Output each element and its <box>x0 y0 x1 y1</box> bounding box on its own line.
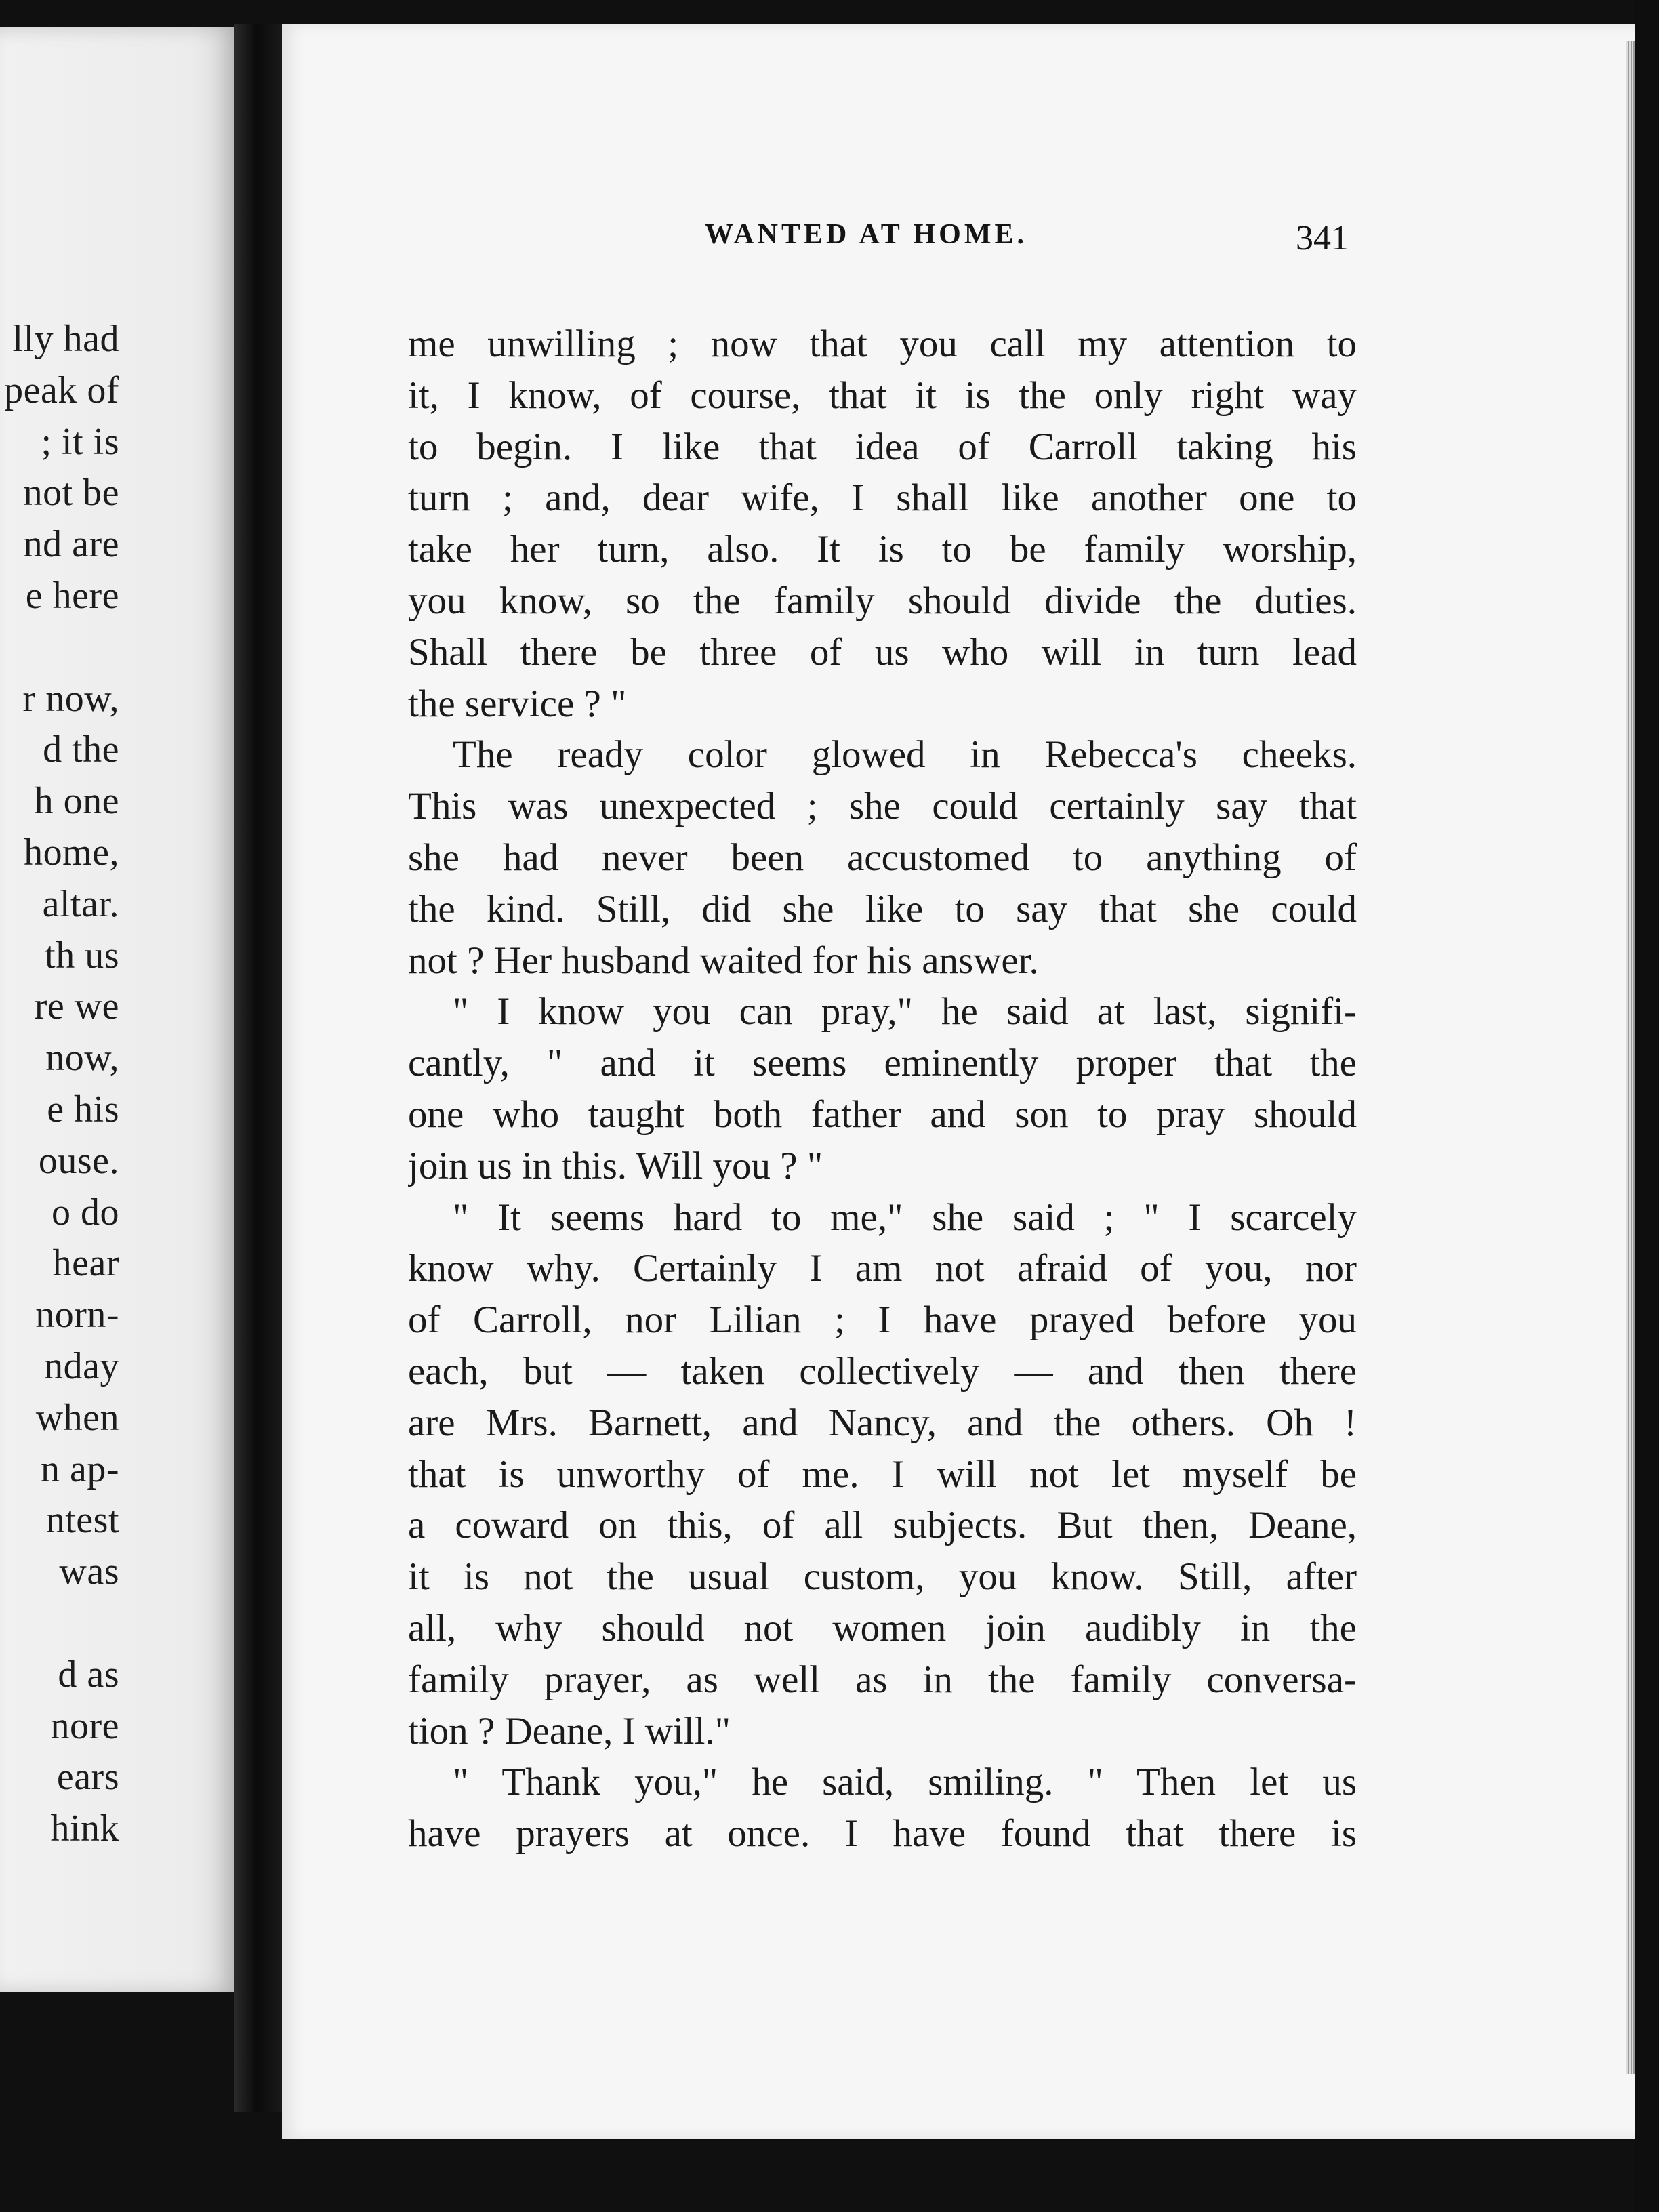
left-page-line: h one <box>34 780 119 823</box>
left-page-line: was <box>59 1551 119 1593</box>
text-line: turn ; and, dear wife, I shall like another one to <box>408 476 1357 520</box>
left-facing-page <box>0 27 239 1992</box>
book-gutter <box>234 24 283 2112</box>
text-line: of Carroll, nor Lilian ; I have prayed before you <box>408 1298 1357 1342</box>
text-line: the kind. Still, did she like to say that she could <box>408 887 1357 930</box>
text-line: tion ? Deane, I will." <box>408 1709 731 1753</box>
left-page-line: re we <box>34 985 119 1028</box>
scan-right-edge <box>1635 0 1659 2212</box>
left-page-line: nore <box>50 1704 119 1747</box>
text-line: " It seems hard to me," she said ; " I scarcely <box>453 1195 1357 1239</box>
left-page-line: e his <box>47 1088 119 1130</box>
text-line: a coward on this, of all subjects. But then, Deane, <box>408 1504 1357 1547</box>
body-text <box>408 319 1357 1860</box>
left-page-line: hink <box>50 1807 119 1850</box>
text-line: The ready color glowed in Rebecca's cheeks. <box>453 733 1357 777</box>
text-line: join us in this. Will you ? " <box>408 1144 823 1187</box>
text-line: it, I know, of course, that it is the only right way <box>408 373 1357 417</box>
text-line: This was unexpected ; she could certainly say that <box>408 785 1357 828</box>
left-page-line: ouse. <box>38 1139 119 1182</box>
left-page-line: o do <box>52 1191 119 1233</box>
left-page-line: d the <box>43 729 119 771</box>
left-page-line: ; it is <box>41 420 119 463</box>
text-line: it is not the usual custom, you know. Still, after <box>408 1555 1357 1599</box>
left-page-line: not be <box>23 472 119 514</box>
text-line: one who taught both father and son to pray should <box>408 1092 1357 1136</box>
left-page-line: n ap- <box>40 1448 119 1490</box>
text-line: have prayers at once. I have found that there is <box>408 1812 1357 1856</box>
left-page-line: r now, <box>22 677 119 720</box>
page-number: 341 <box>1296 219 1349 258</box>
left-page-line: peak of <box>4 369 119 411</box>
running-title: WANTED AT HOME. <box>705 219 1028 250</box>
left-page-text <box>0 27 239 1992</box>
left-page-line: home, <box>24 832 119 874</box>
left-page-line: lly had <box>12 318 119 360</box>
left-page-line: ntest <box>45 1499 119 1542</box>
left-page-line: nd are <box>23 523 119 566</box>
left-page-line: altar. <box>42 882 119 925</box>
left-page-line: now, <box>45 1037 119 1080</box>
text-line: to begin. I like that idea of Carroll taking his <box>408 425 1357 468</box>
text-line: not ? Her husband waited for his answer. <box>408 939 1039 982</box>
text-line: know why. Certainly I am not afraid of you, nor <box>408 1247 1357 1290</box>
text-line: me unwilling ; now that you call my attention to <box>408 323 1357 365</box>
text-line: each, but — taken collectively — and then there <box>408 1349 1357 1393</box>
text-line: all, why should not women join audibly in the <box>408 1606 1357 1650</box>
left-page-line: norn- <box>35 1294 119 1336</box>
text-line: she had never been accustomed to anything of <box>408 836 1357 879</box>
left-page-line: hear <box>52 1242 119 1285</box>
left-page-line: when <box>35 1396 119 1439</box>
text-line: you know, so the family should divide the duties. <box>408 579 1357 622</box>
left-page-line: ears <box>56 1756 119 1799</box>
left-page-line: nday <box>44 1345 119 1387</box>
text-line: family prayer, as well as in the family conversa- <box>408 1658 1357 1701</box>
left-page-line: e here <box>25 575 119 617</box>
text-line: " Thank you," he said, smiling. " Then let us <box>453 1761 1357 1804</box>
text-line: cantly, " and it seems eminently proper that the <box>408 1042 1357 1085</box>
left-page-line: d as <box>58 1653 119 1696</box>
text-line: Shall there be three of us who will in turn lead <box>408 630 1357 674</box>
text-line: are Mrs. Barnett, and Nancy, and the others. Oh ! <box>408 1401 1357 1444</box>
text-line: " I know you can pray," he said at last, signifi- <box>453 990 1357 1033</box>
text-line: the service ? " <box>408 682 627 725</box>
text-line: take her turn, also. It is to be family worship, <box>408 528 1357 571</box>
left-page-line: th us <box>45 934 119 977</box>
page-edges <box>1626 41 1635 2074</box>
text-line: that is unworthy of me. I will not let myself be <box>408 1452 1357 1496</box>
